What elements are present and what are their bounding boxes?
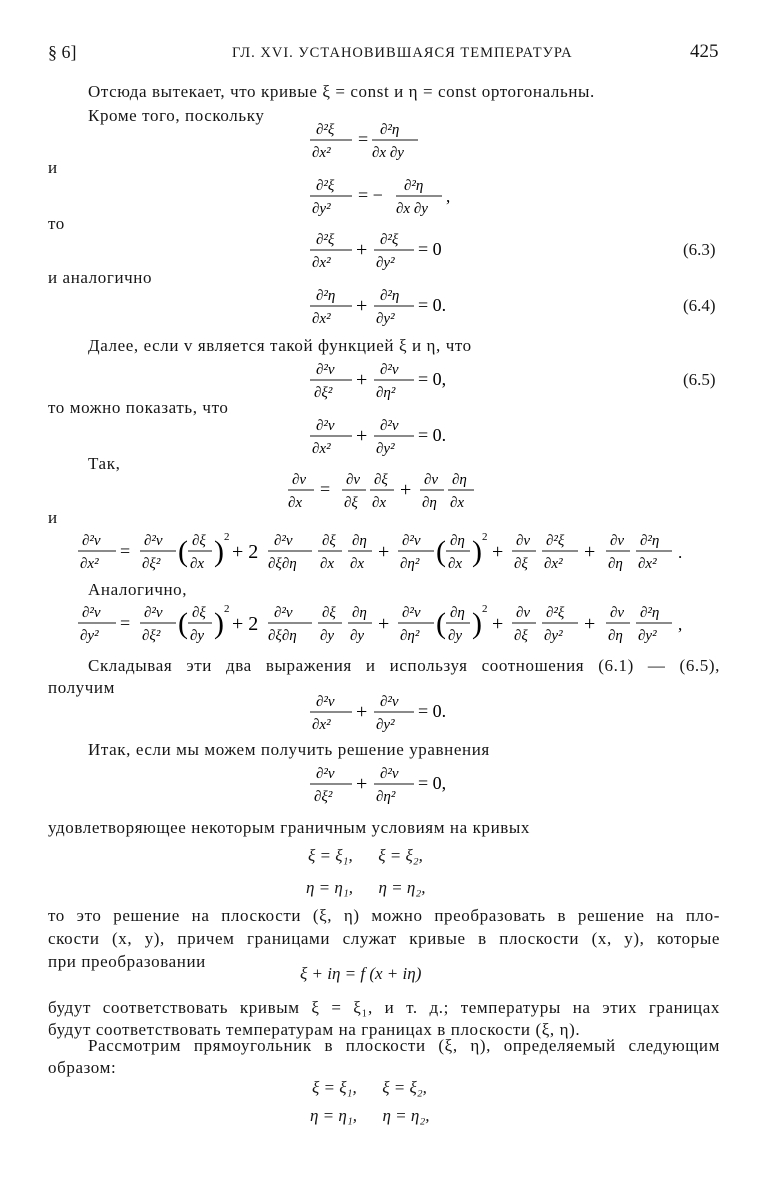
- svg-text:(: (: [178, 607, 188, 640]
- equation-e10-render: [306, 690, 476, 734]
- text-line-2: Кроме того, поскольку: [88, 106, 265, 125]
- svg-text:∂²η: ∂²η: [640, 605, 660, 621]
- svg-text:∂ξ: ∂ξ: [374, 472, 388, 488]
- svg-text:∂y: ∂y: [448, 628, 463, 644]
- svg-text:∂η: ∂η: [452, 472, 467, 488]
- text-line-4: то можно показать, что: [48, 398, 229, 417]
- svg-text:∂x²: ∂x²: [312, 717, 331, 733]
- svg-text:=: =: [320, 479, 331, 499]
- svg-text:∂²v: ∂²v: [402, 605, 421, 621]
- text-line-13: будут соответствовать температурам на границах в плоскости (ξ, η).: [48, 1020, 581, 1039]
- svg-text:∂²v: ∂²v: [274, 533, 293, 549]
- equation-e1-render: [306, 118, 426, 162]
- word-and-2: и: [48, 508, 58, 527]
- svg-text:∂y: ∂y: [350, 628, 365, 644]
- word-similarly: и аналогично: [48, 268, 153, 287]
- svg-text:∂²v: ∂²v: [316, 766, 335, 782]
- svg-text:∂y: ∂y: [320, 628, 335, 644]
- svg-text:= 0.: = 0.: [418, 425, 447, 445]
- svg-text:= 0,: = 0,: [418, 369, 447, 389]
- svg-text:+: +: [356, 239, 368, 261]
- svg-text:∂y²: ∂y²: [638, 628, 657, 644]
- svg-text:∂η: ∂η: [450, 605, 465, 621]
- svg-text:∂ξ²: ∂ξ²: [314, 385, 333, 401]
- svg-text:∂²v: ∂²v: [82, 605, 101, 621]
- svg-text:∂ξ: ∂ξ: [192, 533, 206, 549]
- svg-text:): ): [472, 535, 482, 568]
- svg-text:∂η: ∂η: [352, 533, 367, 549]
- text-line-5: Складывая эти два выражения и используя соотношения (6.1) — (6.5),: [88, 656, 720, 675]
- svg-text:.: .: [678, 543, 683, 562]
- svg-text:∂y²: ∂y²: [376, 441, 395, 457]
- svg-text:∂²η: ∂²η: [316, 288, 336, 304]
- svg-text:∂η: ∂η: [450, 533, 465, 549]
- text-line-14: Рассмотрим прямоугольник в плоскости (ξ, η), определяемый следующим: [88, 1036, 720, 1055]
- section-marker: § 6]: [48, 42, 77, 62]
- svg-text:∂η²: ∂η²: [400, 556, 420, 572]
- svg-text:∂ξ: ∂ξ: [514, 628, 528, 644]
- svg-text:+: +: [356, 295, 368, 317]
- equation-e14a: ξ = ξ₁, ξ = ξ₂,: [312, 1078, 427, 1097]
- svg-text:∂ξ²: ∂ξ²: [314, 789, 333, 805]
- svg-text:∂x: ∂x: [320, 556, 335, 572]
- svg-text:∂²v: ∂²v: [380, 418, 399, 434]
- svg-text:∂²v: ∂²v: [380, 766, 399, 782]
- svg-text:= 0.: = 0.: [418, 701, 447, 721]
- equation-e2-render: [306, 174, 466, 218]
- svg-text:= 0,: = 0,: [418, 773, 447, 793]
- text-line-7: Итак, если мы можем получить решение уравнения: [88, 740, 490, 759]
- svg-text:∂ξ: ∂ξ: [192, 605, 206, 621]
- equation-e3-render: [306, 228, 466, 272]
- svg-text:(: (: [178, 535, 188, 568]
- svg-text:∂²ξ: ∂²ξ: [546, 605, 565, 621]
- text-line-15: образом:: [48, 1058, 117, 1077]
- svg-text:∂y²: ∂y²: [376, 255, 395, 271]
- svg-text:∂ξ: ∂ξ: [322, 605, 336, 621]
- svg-text:): ): [214, 535, 224, 568]
- equation-e14b: η = η₁, η = η₂,: [310, 1106, 430, 1125]
- equation-e8-render: [74, 528, 704, 578]
- equation-e4-render: [306, 284, 476, 328]
- svg-text:∂²v: ∂²v: [402, 533, 421, 549]
- svg-text:∂ξ²: ∂ξ²: [142, 556, 161, 572]
- svg-text:∂x ∂y: ∂x ∂y: [372, 145, 404, 161]
- svg-text:∂x²: ∂x²: [312, 145, 331, 161]
- svg-text:∂v: ∂v: [424, 472, 439, 488]
- svg-text:+: +: [400, 479, 412, 501]
- svg-text:∂y: ∂y: [190, 628, 205, 644]
- svg-text:∂η²: ∂η²: [400, 628, 420, 644]
- svg-text:+: +: [356, 425, 368, 447]
- svg-text:∂η: ∂η: [352, 605, 367, 621]
- svg-text:∂y²: ∂y²: [312, 201, 331, 217]
- svg-text:∂x: ∂x: [190, 556, 205, 572]
- svg-text:∂x: ∂x: [372, 495, 387, 511]
- svg-text:∂x²: ∂x²: [638, 556, 657, 572]
- svg-text:=: =: [120, 541, 131, 561]
- svg-text:(: (: [436, 535, 446, 568]
- svg-text:): ): [472, 607, 482, 640]
- svg-text:∂y²: ∂y²: [376, 717, 395, 733]
- text-line-12: будут соответствовать кривым ξ = ξ₁, и т. д.; температуры на этих границах: [48, 998, 720, 1017]
- svg-text:∂η: ∂η: [608, 628, 623, 644]
- svg-text:∂x²: ∂x²: [544, 556, 563, 572]
- svg-text:∂η: ∂η: [608, 556, 623, 572]
- svg-text:∂²v: ∂²v: [380, 694, 399, 710]
- svg-text:+ 2: + 2: [232, 613, 259, 635]
- svg-text:∂x: ∂x: [450, 495, 465, 511]
- equation-number-6-4: (6.4): [683, 296, 716, 315]
- equation-number-6-3: (6.3): [683, 240, 716, 259]
- svg-text:∂v: ∂v: [610, 605, 625, 621]
- svg-text:∂ξ: ∂ξ: [344, 495, 358, 511]
- svg-text:): ): [214, 607, 224, 640]
- svg-text:+: +: [356, 701, 368, 723]
- svg-text:+: +: [492, 613, 504, 635]
- svg-text:∂²v: ∂²v: [316, 694, 335, 710]
- running-title: ГЛ. XVI. УСТАНОВИВШАЯСЯ ТЕМПЕРАТУРА: [232, 45, 573, 61]
- svg-text:∂²η: ∂²η: [640, 533, 660, 549]
- equation-e5-render: [306, 358, 476, 402]
- svg-text:∂y²: ∂y²: [376, 311, 395, 327]
- svg-text:∂²ξ: ∂²ξ: [380, 232, 399, 248]
- text-line-8: удовлетворяющее некоторым граничным условиям на кривых: [48, 818, 531, 837]
- text-line-3: Далее, если v является такой функцией ξ и η, что: [88, 336, 472, 355]
- svg-text:∂η²: ∂η²: [376, 385, 396, 401]
- svg-text:∂²ξ: ∂²ξ: [316, 178, 335, 194]
- text-line-6: получим: [48, 678, 115, 697]
- svg-text:∂v: ∂v: [516, 605, 531, 621]
- text-line-11: при преобразовании: [48, 952, 206, 971]
- svg-text:(: (: [436, 607, 446, 640]
- svg-text:= 0.: = 0.: [418, 295, 447, 315]
- svg-text:2: 2: [482, 603, 488, 615]
- svg-text:∂ξ∂η: ∂ξ∂η: [268, 628, 297, 644]
- svg-text:=: =: [358, 129, 369, 149]
- svg-text:∂x ∂y: ∂x ∂y: [396, 201, 428, 217]
- svg-text:∂ξ: ∂ξ: [514, 556, 528, 572]
- equation-e12b: η = η₁, η = η₂,: [306, 878, 426, 897]
- svg-text:+: +: [356, 369, 368, 391]
- svg-text:∂²η: ∂²η: [380, 288, 400, 304]
- svg-text:∂η: ∂η: [422, 495, 437, 511]
- svg-text:∂y²: ∂y²: [544, 628, 563, 644]
- svg-text:∂x: ∂x: [288, 495, 303, 511]
- svg-text:= −: = −: [358, 185, 383, 205]
- svg-text:∂²v: ∂²v: [144, 605, 163, 621]
- svg-text:∂v: ∂v: [292, 472, 307, 488]
- svg-text:+: +: [584, 541, 596, 563]
- svg-text:∂x²: ∂x²: [312, 311, 331, 327]
- svg-text:∂x²: ∂x²: [312, 255, 331, 271]
- svg-text:∂²v: ∂²v: [316, 362, 335, 378]
- svg-text:+: +: [584, 613, 596, 635]
- svg-text:∂²ξ: ∂²ξ: [546, 533, 565, 549]
- svg-text:∂ξ²: ∂ξ²: [142, 628, 161, 644]
- svg-text:∂x: ∂x: [448, 556, 463, 572]
- svg-text:∂x: ∂x: [350, 556, 365, 572]
- word-then: то: [48, 214, 65, 233]
- equation-e11-render: [306, 762, 476, 806]
- svg-text:∂²v: ∂²v: [316, 418, 335, 434]
- svg-text:∂²v: ∂²v: [274, 605, 293, 621]
- equation-e7-render: [284, 468, 504, 514]
- svg-text:+: +: [378, 541, 390, 563]
- svg-text:∂²η: ∂²η: [380, 122, 400, 138]
- word-analogously: Аналогично,: [88, 580, 188, 599]
- svg-text:∂²v: ∂²v: [144, 533, 163, 549]
- text-line-10: скости (x, y), причем границами служат кривые в плоскости (x, y), которые: [48, 929, 720, 948]
- svg-text:= 0: = 0: [418, 239, 442, 259]
- svg-text:∂v: ∂v: [516, 533, 531, 549]
- word-and-1: и: [48, 158, 58, 177]
- svg-text:∂²ξ: ∂²ξ: [316, 122, 335, 138]
- svg-text:∂x²: ∂x²: [312, 441, 331, 457]
- svg-text:+: +: [378, 613, 390, 635]
- svg-text:∂v: ∂v: [346, 472, 361, 488]
- svg-text:2: 2: [224, 531, 230, 543]
- svg-text:∂²v: ∂²v: [380, 362, 399, 378]
- svg-text:∂v: ∂v: [610, 533, 625, 549]
- svg-text:+: +: [356, 773, 368, 795]
- text-line-1: Отсюда вытекает, что кривые ξ = const и η = const ортогональны.: [88, 82, 595, 101]
- equation-e13: ξ + iη = f (x + iη): [300, 964, 422, 983]
- svg-text:∂ξ: ∂ξ: [322, 533, 336, 549]
- svg-text:∂x²: ∂x²: [80, 556, 99, 572]
- page-number: 425: [690, 41, 719, 62]
- equation-e6-render: [306, 414, 476, 458]
- text-line-9: то это решение на плоскости (ξ, η) можно преобразовать в решение на пло-: [48, 906, 720, 925]
- svg-text:∂²v: ∂²v: [82, 533, 101, 549]
- svg-text:,: ,: [446, 187, 451, 206]
- svg-text:,: ,: [678, 615, 683, 634]
- equation-e9-render: [74, 600, 704, 650]
- svg-text:∂η²: ∂η²: [376, 789, 396, 805]
- equation-e12a: ξ = ξ₁, ξ = ξ₂,: [308, 846, 423, 865]
- svg-text:∂²η: ∂²η: [404, 178, 424, 194]
- svg-text:+ 2: + 2: [232, 541, 259, 563]
- svg-text:∂²ξ: ∂²ξ: [316, 232, 335, 248]
- svg-text:+: +: [492, 541, 504, 563]
- svg-text:∂ξ∂η: ∂ξ∂η: [268, 556, 297, 572]
- svg-text:2: 2: [482, 531, 488, 543]
- svg-text:2: 2: [224, 603, 230, 615]
- word-so: Так,: [88, 454, 121, 473]
- svg-text:=: =: [120, 613, 131, 633]
- svg-text:∂y²: ∂y²: [80, 628, 99, 644]
- equation-number-6-5: (6.5): [683, 370, 716, 389]
